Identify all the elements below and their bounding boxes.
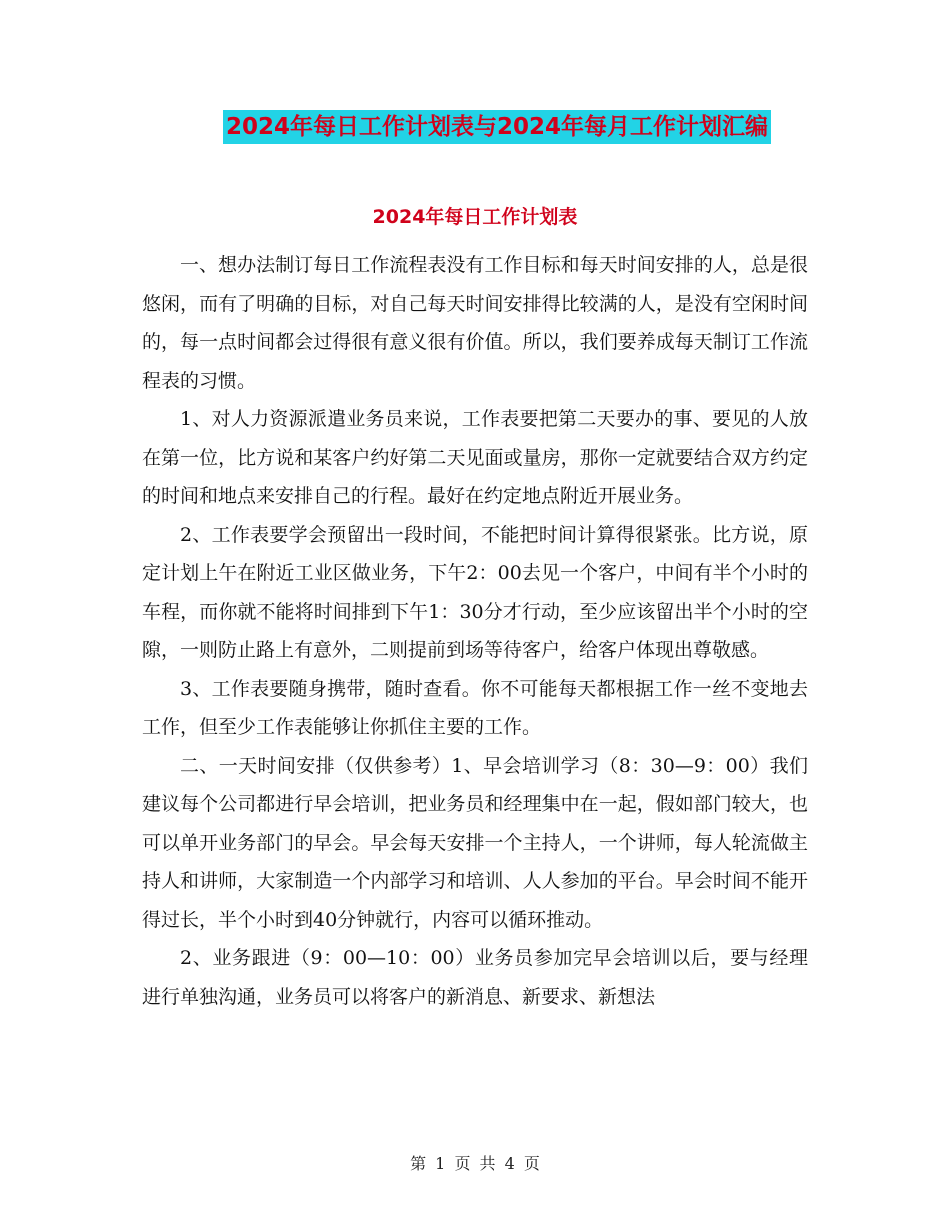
document-body <box>142 246 808 1016</box>
paragraph: 二、一天时间安排（仅供参考）1、早会培训学习（8：30—9：00）我们建议每个公司都进行早会培训，把业务员和经理集中在一起，假如部门较大，也可以单开业务部门的早会。早会每天安排一个主持人，一个讲师，每人轮流做主持人和讲师，大家制造一个内部学习和培训、人人参加的平台。早会时间不能开得过长，半个小时到40分钟就行，内容可以循环推动。 <box>142 754 808 931</box>
paragraph: 2、业务跟进（9：00—10：00）业务员参加完早会培训以后，要与经理进行单独沟通，业务员可以将客户的新消息、新要求、新想法 <box>142 947 808 1008</box>
paragraph: 2、工作表要学会预留出一段时间，不能把时间计算得很紧张。比方说，原定计划上午在附近工业区做业务，下午2：00去见一个客户，中间有半个小时的车程，而你就不能将时间排到下午1：30分才行动，至少应该留出半个小时的空隙，一则防止路上有意外，二则提前到场等待客户，给客户体现出尊敬感。 <box>142 523 808 661</box>
paragraph: 一、想办法制订每日工作流程表没有工作目标和每天时间安排的人，总是很悠闲，而有了明确的目标，对自己每天时间安排得比较满的人，是没有空闲时间的，每一点时间都会过得很有意义很有价值。所以，我们要养成每天制订工作流程表的习惯。 <box>142 254 808 392</box>
section-title: 2024年每日工作计划表 <box>372 206 578 228</box>
page-number-footer: 第 1 页 共 4 页 <box>410 1154 540 1173</box>
paragraph: 1、对人力资源派遣业务员来说，工作表要把第二天要办的事、要见的人放在第一位，比方说和某客户约好第二天见面或量房，那你一定就要结合双方约定的时间和地点来安排自己的行程。最好在约定地点附近开展业务。 <box>142 408 808 507</box>
document-title: 2024年每日工作计划表与2024年每月工作计划汇编 <box>223 110 771 144</box>
document-title-wrapper <box>0 110 950 144</box>
paragraph: 3、工作表要随身携带，随时查看。你不可能每天都根据工作一丝不变地去工作，但至少工作表能够让你抓住主要的工作。 <box>142 677 808 738</box>
